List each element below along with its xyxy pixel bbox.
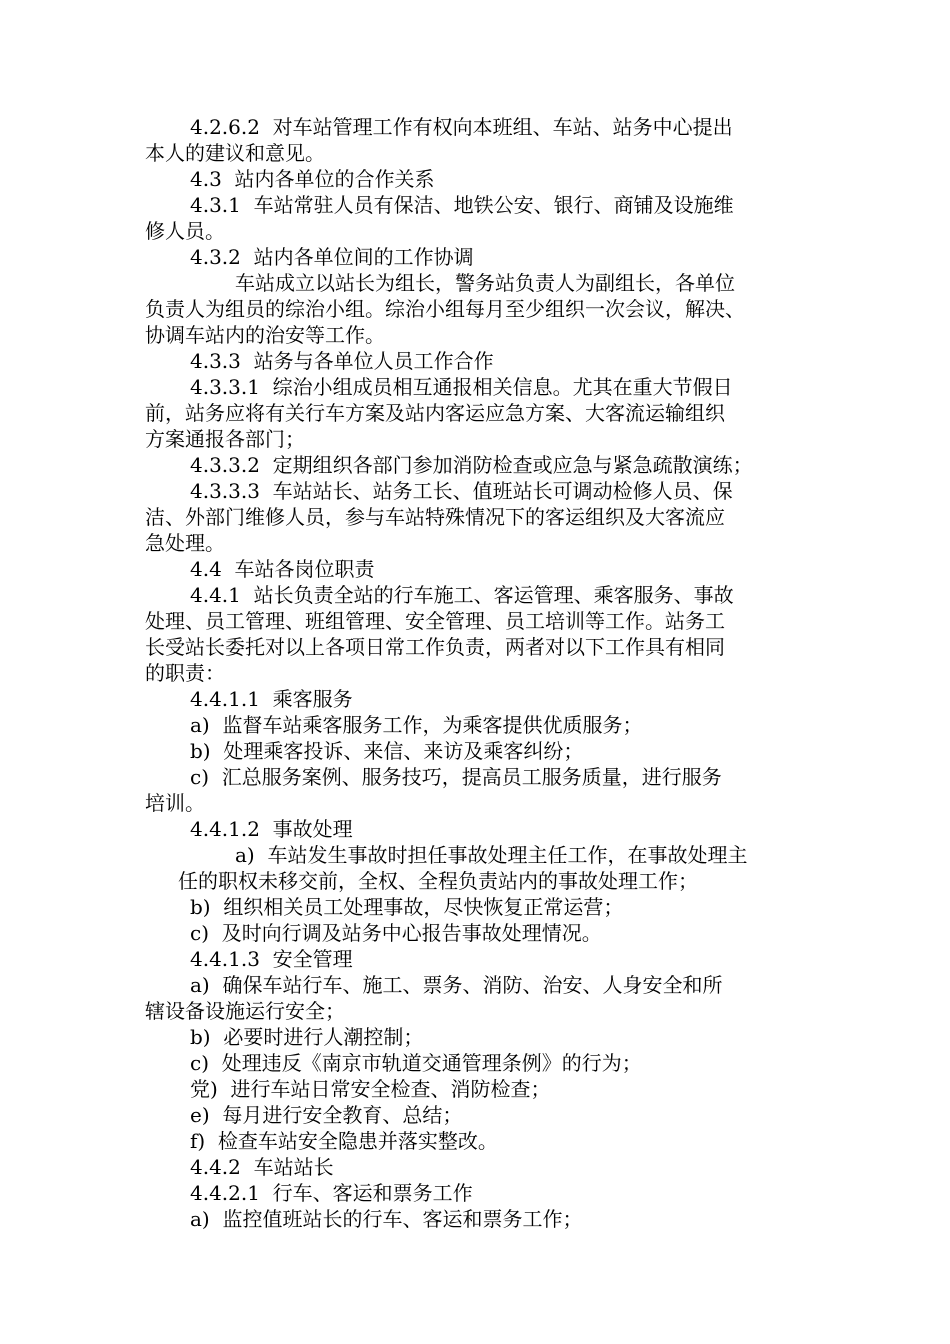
text-line: 4.3.3.2 定期组织各部门参加消防检查或应急与紧急疏散演练； bbox=[190, 453, 753, 477]
text-line: 4.4.1 站长负责全站的行车施工、客运管理、乘客服务、事故 bbox=[190, 583, 734, 607]
list-item: a) 确保车站行车、施工、票务、消防、治安、人身安全和所 bbox=[190, 973, 723, 997]
text-line: 协调车站内的治安等工作。 bbox=[145, 323, 385, 347]
list-item: f) 检查车站安全隐患并落实整改。 bbox=[190, 1129, 498, 1153]
text-line: 负责人为组员的综治小组。综治小组每月至少组织一次会议，解决、 bbox=[145, 297, 745, 321]
text-line: 洁、外部门维修人员，参与车站特殊情况下的客运组织及大客流应 bbox=[145, 505, 725, 529]
text-line: 任的职权未移交前，全权、全程负责站内的事故处理工作； bbox=[178, 869, 698, 893]
list-item: e) 每月进行安全教育、总结； bbox=[190, 1103, 463, 1127]
subsection-heading: 4.4.1.1 乘客服务 bbox=[190, 687, 353, 711]
section-heading: 4.4 车站各岗位职责 bbox=[190, 557, 375, 581]
text-line: 处理、员工管理、班组管理、安全管理、员工培训等工作。站务工 bbox=[145, 609, 725, 633]
list-item: b) 组织相关员工处理事故，尽快恢复正常运营； bbox=[190, 895, 624, 919]
text-line: 的职责： bbox=[145, 661, 225, 685]
text-line: 4.3.1 车站常驻人员有保洁、地铁公安、银行、商铺及设施维 bbox=[190, 193, 734, 217]
subsection-heading: 4.4.1.3 安全管理 bbox=[190, 947, 353, 971]
section-heading: 4.3 站内各单位的合作关系 bbox=[190, 167, 435, 191]
text-line: 本人的建议和意见。 bbox=[145, 141, 325, 165]
text-line: 培训。 bbox=[145, 791, 205, 815]
list-item: c) 及时向行调及站务中心报告事故处理情况。 bbox=[190, 921, 602, 945]
text-line: 辖设备设施运行安全； bbox=[145, 999, 345, 1023]
text-line: 4.2.6.2 对车站管理工作有权向本班组、车站、站务中心提出 bbox=[190, 115, 733, 139]
text-line: 急处理。 bbox=[145, 531, 225, 555]
subsection-heading: 4.4.1.2 事故处理 bbox=[190, 817, 353, 841]
subsection-heading: 4.3.3 站务与各单位人员工作合作 bbox=[190, 349, 494, 373]
text-line: 长受站长委托对以上各项日常工作负责，两者对以下工作具有相同 bbox=[145, 635, 725, 659]
list-item: a) 监督车站乘客服务工作，为乘客提供优质服务； bbox=[190, 713, 643, 737]
list-item: b) 必要时进行人潮控制； bbox=[190, 1025, 424, 1049]
list-item: b) 处理乘客投诉、来信、来访及乘客纠纷； bbox=[190, 739, 584, 763]
list-item: 党) 进行车站日常安全检查、消防检查； bbox=[190, 1077, 551, 1101]
list-item: c) 汇总服务案例、服务技巧，提高员工服务质量，进行服务 bbox=[190, 765, 722, 789]
subsection-heading: 4.3.2 站内各单位间的工作协调 bbox=[190, 245, 474, 269]
subsection-heading: 4.4.2 车站站长 bbox=[190, 1155, 334, 1179]
text-line: 前，站务应将有关行车方案及站内客运应急方案、大客流运输组织 bbox=[145, 401, 725, 425]
text-line: 车站成立以站长为组长，警务站负责人为副组长，各单位 bbox=[235, 271, 735, 295]
list-item: a) 监控值班站长的行车、客运和票务工作； bbox=[190, 1207, 583, 1231]
list-item: c) 处理违反《南京市轨道交通管理条例》的行为； bbox=[190, 1051, 642, 1075]
text-line: 4.3.3.1 综治小组成员相互通报相关信息。尤其在重大节假日 bbox=[190, 375, 733, 399]
list-item: a) 车站发生事故时担任事故处理主任工作，在事故处理主 bbox=[235, 843, 748, 867]
text-line: 修人员。 bbox=[145, 219, 225, 243]
subsection-heading: 4.4.2.1 行车、客运和票务工作 bbox=[190, 1181, 473, 1205]
text-line: 4.3.3.3 车站站长、站务工长、值班站长可调动检修人员、保 bbox=[190, 479, 733, 503]
text-line: 方案通报各部门； bbox=[145, 427, 305, 451]
